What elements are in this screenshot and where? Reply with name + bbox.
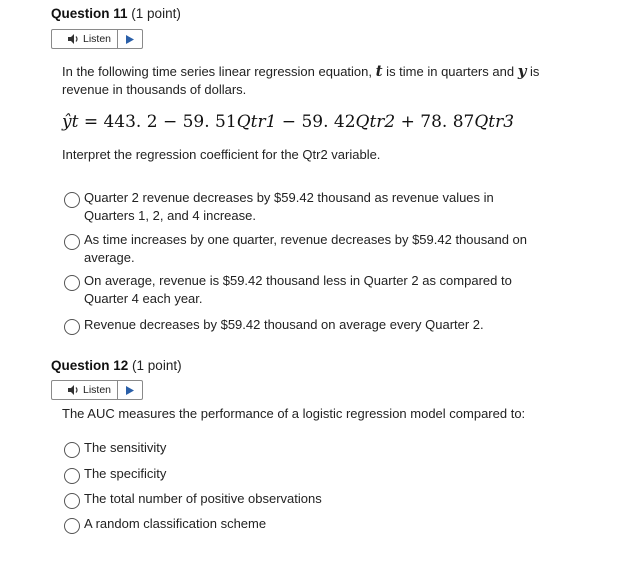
radio-button[interactable] — [64, 468, 80, 484]
option-label: The specificity — [84, 466, 167, 481]
radio-button[interactable] — [64, 319, 80, 335]
play-button[interactable] — [118, 30, 142, 48]
option-label: A random classification scheme — [84, 516, 267, 531]
answer-option[interactable] — [64, 189, 544, 225]
radio-button[interactable] — [64, 192, 80, 208]
equation-lhs: ŷt — [62, 112, 79, 132]
regression-equation: ŷt = 443. 2 − 59. 51Qtr1 − 59. 42Qtr2 + 78. 87Qtr3 — [62, 112, 515, 132]
listen-widget — [51, 380, 143, 400]
answer-option[interactable] — [64, 316, 544, 335]
listen-button[interactable] — [52, 30, 118, 48]
option-label: The total number of positive observations — [84, 491, 322, 506]
option-label: Quarter 2 revenue decreases by $59.42 thousand as revenue values in Quarters 1, 2, and 4 increase. — [84, 190, 494, 223]
question-11-header — [51, 6, 181, 21]
option-label: Revenue decreases by $59.42 thousand on average every Quarter 2. — [84, 317, 484, 332]
question-12-header — [51, 358, 182, 373]
radio-button[interactable] — [64, 518, 80, 534]
listen-label: Listen — [83, 33, 112, 45]
answer-option[interactable] — [64, 515, 544, 534]
question-title: Question 11 — [51, 6, 128, 21]
speaker-icon — [68, 34, 80, 44]
radio-button[interactable] — [64, 442, 80, 458]
var-t: t — [375, 62, 383, 80]
question-points: (1 point) — [131, 6, 181, 21]
answer-option[interactable] — [64, 231, 544, 267]
question-title: Question 12 — [51, 358, 129, 373]
question-11-intro: In the following time series linear regression equation, t is time in quarters and y is revenue in thousands of dollars. — [62, 62, 540, 97]
question-12-prompt: The AUC measures the performance of a logistic regression model compared to: — [62, 406, 526, 421]
answer-option[interactable] — [64, 490, 544, 509]
option-label: The sensitivity — [84, 440, 167, 455]
answer-option[interactable] — [64, 439, 544, 458]
answer-option[interactable] — [64, 465, 544, 484]
listen-label: Listen — [83, 384, 112, 396]
play-button[interactable] — [118, 381, 142, 399]
play-icon — [126, 386, 134, 395]
radio-button[interactable] — [64, 493, 80, 509]
answer-option[interactable] — [64, 272, 544, 308]
speaker-icon — [68, 385, 80, 395]
var-y: y — [517, 62, 527, 80]
listen-button[interactable] — [52, 381, 118, 399]
option-label: As time increases by one quarter, revenue decreases by $59.42 thousand on average. — [84, 232, 528, 265]
question-11-prompt: Interpret the regression coefficient for the Qtr2 variable. — [62, 147, 381, 162]
question-points: (1 point) — [132, 358, 182, 373]
radio-button[interactable] — [64, 275, 80, 291]
radio-button[interactable] — [64, 234, 80, 250]
option-label: On average, revenue is $59.42 thousand less in Quarter 2 as compared to Quarter 4 each year. — [84, 273, 512, 306]
listen-widget — [51, 29, 143, 49]
play-icon — [126, 35, 134, 44]
